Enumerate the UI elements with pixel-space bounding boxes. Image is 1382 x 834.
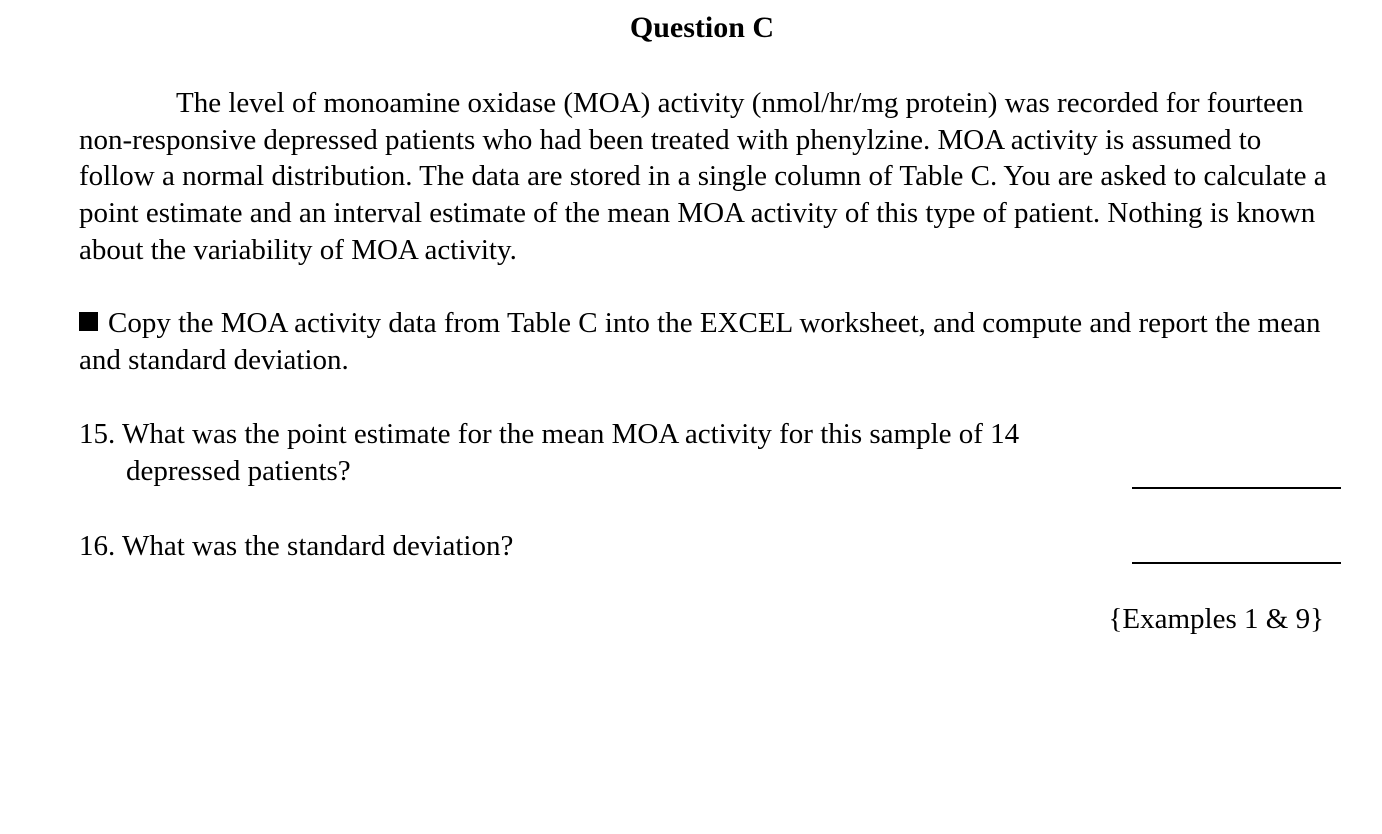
examples-reference: {Examples 1 & 9}	[1108, 603, 1324, 635]
question-15-line-1: 15. What was the point estimate for the mean MOA activity for this sample of 14	[79, 418, 1020, 450]
question-16	[79, 528, 1139, 565]
question-title: Question C	[629, 11, 775, 44]
task-text: Copy the MOA activity data from Table C into the EXCEL worksheet, and compute and report the mean and standard deviation.	[79, 307, 1321, 376]
question-15-line-2: depressed patients?	[126, 454, 351, 487]
intro-text: The level of monoamine oxidase (MOA) activity (nmol/hr/mg protein) was recorded for fourteen non-responsive depressed patients who had been treated with phenylzine. MOA activity is assumed to follow a normal distribution. The data are stored in a single column of Table C. You are asked to calculate a point estimate and an interval estimate of the mean MOA activity of this type of patient. Nothing is known about the variability of MOA activity.	[79, 87, 1327, 266]
question-15	[79, 416, 1139, 489]
black-square-icon	[79, 312, 98, 331]
answer-blank-16[interactable]	[1132, 562, 1341, 564]
intro-paragraph	[79, 85, 1339, 269]
answer-blank-15[interactable]	[1132, 487, 1341, 489]
task-instruction	[79, 305, 1339, 378]
question-16-line-1: 16. What was the standard deviation?	[79, 530, 514, 562]
